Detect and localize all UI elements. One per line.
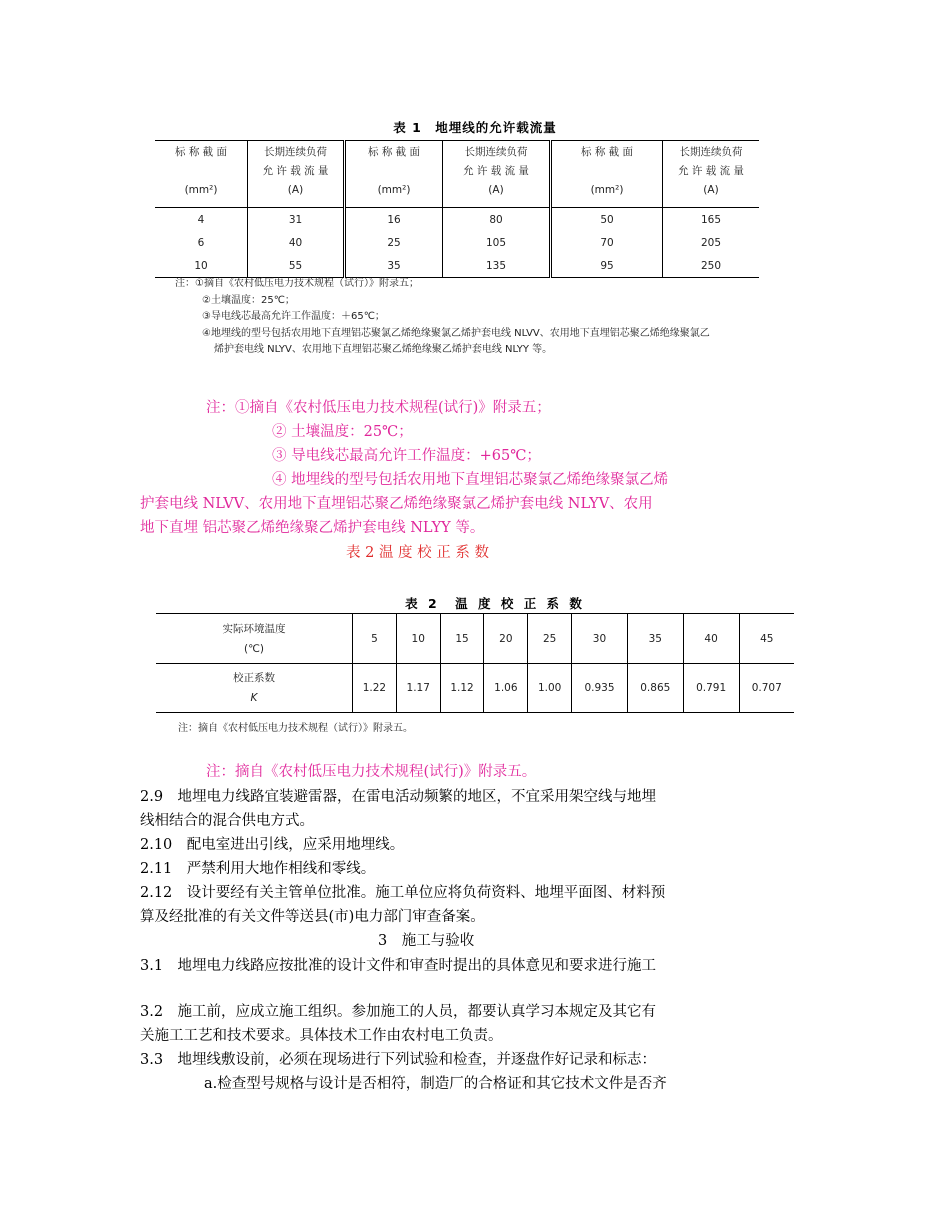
- table1-title: 表 1 地埋线的允许载流量: [393, 120, 557, 135]
- table-cell: 6: [155, 231, 248, 254]
- table-cell: 95: [551, 254, 663, 278]
- table-cell: 35: [627, 614, 683, 664]
- magenta-note-line: 地下直埋 铝芯聚乙烯绝缘聚乙烯护套电线 NLYY 等。: [140, 520, 485, 536]
- note-line: ④地埋线的型号包括农用地下直埋铝芯聚氯乙烯绝缘聚氯乙烯护套电线 NLVV、农用地下直埋铝芯聚乙烯绝缘聚氯乙: [202, 327, 710, 339]
- table2: [156, 613, 794, 713]
- table-cell: 1.12: [440, 664, 484, 713]
- paragraph-3-2-line1: 3.2 施工前，应成立施工组织。参加施工的人员，都要认真学习本规定及其它有: [140, 1004, 657, 1020]
- header-label: 标 称 截 面: [367, 146, 420, 158]
- paragraph-2-9-line2: 线相结合的混合供电方式。: [140, 813, 314, 829]
- table-cell: 80: [443, 208, 551, 232]
- temp-label-cell: [156, 614, 353, 664]
- header-label: 允 许 载 流 量: [678, 165, 744, 177]
- table-cell: 15: [440, 614, 484, 664]
- header-unit: (A): [703, 184, 719, 196]
- row-label: 校正系数: [233, 672, 275, 684]
- table-cell: 70: [551, 231, 663, 254]
- magenta-note-line: 注：①摘自《农村低压电力技术规程(试行)》附录五；: [206, 400, 551, 416]
- table-cell: 4: [155, 208, 248, 232]
- table-cell: 165: [700, 213, 722, 226]
- paragraph-3-3: 3.3 地埋线敷设前，必须在现场进行下列试验和检查，并逐盘作好记录和标志：: [140, 1052, 657, 1068]
- header-label: 允 许 载 流 量: [262, 165, 329, 177]
- header-label: 标 称 截 面: [174, 146, 227, 158]
- row-label: 实际环境温度: [222, 622, 286, 635]
- table-cell: 25: [528, 614, 572, 664]
- table-row: [155, 231, 759, 254]
- table-cell: 1.00: [528, 664, 572, 713]
- table2-title: 表 2 温 度 校 正 系 数: [405, 596, 585, 611]
- table-cell: 0.935: [572, 664, 628, 713]
- header-unit: (mm²): [184, 184, 218, 196]
- table-cell: 16: [345, 208, 443, 232]
- header-label: 长期连续负荷: [464, 146, 528, 158]
- table-cell: 1.17: [396, 664, 440, 713]
- table2-note: 注：摘自《农村低压电力技术规程（试行）》附录五。: [178, 723, 413, 734]
- note-line: 烯护套电线 NLYV、农用地下直埋铝芯聚乙烯绝缘聚乙烯护套电线 NLYY 等。: [214, 344, 553, 355]
- table-cell: 40: [683, 614, 739, 664]
- table-cell: 31: [248, 208, 345, 232]
- table-cell: 1.06: [484, 664, 528, 713]
- note-line: ②土壤温度：25℃；: [202, 294, 295, 306]
- table1-header-section-2: [345, 141, 443, 208]
- row-unit: (℃): [244, 642, 264, 655]
- header-label: 长期连续负荷: [264, 146, 327, 158]
- table-cell: 10: [396, 614, 440, 664]
- header-unit: (A): [488, 184, 504, 196]
- magenta-note-2: 注：摘自《农村低压电力技术规程(试行)》附录五。: [206, 764, 537, 780]
- paragraph-3-3-a: a.检查型号规格与设计是否相符，制造厂的合格证和其它技术文件是否齐: [204, 1076, 667, 1092]
- table1-header-current-2: [443, 141, 551, 208]
- header-label: 长期连续负荷: [679, 146, 743, 158]
- factor-label-cell: [156, 664, 353, 713]
- note-line: 注：①摘自《农村低压电力技术规程（试行）》附录五；: [175, 278, 419, 289]
- table-cell: 1.22: [353, 664, 397, 713]
- table-cell: 40: [248, 231, 345, 254]
- table-cell: 10: [155, 254, 248, 278]
- header-label: 允 许 载 流 量: [463, 165, 529, 177]
- table-cell: 55: [248, 254, 345, 278]
- magenta-note-line: ② 土壤温度：25℃；: [272, 424, 413, 440]
- table-row: [155, 254, 759, 278]
- table-cell: 135: [443, 254, 551, 278]
- paragraph-2-10: 2.10 配电室进出引线，应采用地埋线。: [140, 837, 405, 853]
- paragraph-2-12-line2: 算及经批准的有关文件等送县(市)电力部门审查备案。: [140, 909, 485, 925]
- header-unit: (mm²): [590, 184, 624, 196]
- header-unit: (A): [287, 184, 304, 196]
- row-symbol: K: [250, 692, 258, 704]
- table-cell: 45: [739, 614, 794, 664]
- table-row: [156, 614, 794, 664]
- table-cell: 0.707: [739, 664, 794, 713]
- table1-notes: [175, 276, 710, 359]
- table1: [155, 140, 759, 278]
- table-cell: 50: [551, 208, 663, 232]
- magenta-note-line: 护套电线 NLVV、农用地下直埋铝芯聚乙烯绝缘聚氯乙烯护套电线 NLYV、农用: [140, 496, 653, 512]
- table1-header-current-1: [248, 141, 345, 208]
- table1-header-section-1: [155, 141, 248, 208]
- table-cell: 205: [700, 236, 722, 249]
- paragraph-2-12-line1: 2.12 设计要经有关主管单位批准。施工单位应将负荷资料、地埋平面图、材料预: [140, 885, 666, 901]
- table-cell: 0.865: [627, 664, 683, 713]
- table-cell: 25: [345, 231, 443, 254]
- table-cell: 250: [663, 254, 760, 278]
- paragraph-3-2-line2: 关施工工艺和技术要求。具体技术工作由农村电工负责。: [140, 1028, 503, 1044]
- table-cell: 0.791: [683, 664, 739, 713]
- table-cell: 20: [484, 614, 528, 664]
- table-cell: 5: [353, 614, 397, 664]
- header-label: 标 称 截 面: [580, 146, 633, 158]
- paragraph-3-1: 3.1 地埋电力线路应按批准的设计文件和审查时提出的具体意见和要求进行施工: [140, 958, 657, 974]
- section-3-heading: 3 施工与验收: [378, 933, 475, 949]
- table-cell: 35: [345, 254, 443, 278]
- magenta-note-line: ④ 地埋线的型号包括农用地下直埋铝芯聚氯乙烯绝缘聚氯乙烯: [272, 472, 669, 488]
- note-line: ③导电线芯最高允许工作温度：＋65℃；: [202, 311, 385, 322]
- table-row: [155, 208, 759, 232]
- header-unit: (mm²): [377, 184, 411, 196]
- table1-header-row: [155, 141, 759, 208]
- magenta-note-line: ③ 导电线芯最高允许工作温度：+65℃；: [272, 448, 541, 464]
- table-row: [156, 664, 794, 713]
- table2-red-caption: 表 2 温 度 校 正 系 数: [346, 545, 489, 561]
- paragraph-2-9-line1: 2.9 地埋电力线路宜装避雷器，在雷电活动频繁的地区，不宜采用架空线与地埋: [140, 789, 657, 805]
- table1-header-current-3: [663, 141, 760, 208]
- paragraph-2-11: 2.11 严禁利用大地作相线和零线。: [140, 861, 376, 877]
- table-cell: 105: [443, 231, 551, 254]
- table1-header-section-3: [551, 141, 663, 208]
- table-cell: 30: [572, 614, 628, 664]
